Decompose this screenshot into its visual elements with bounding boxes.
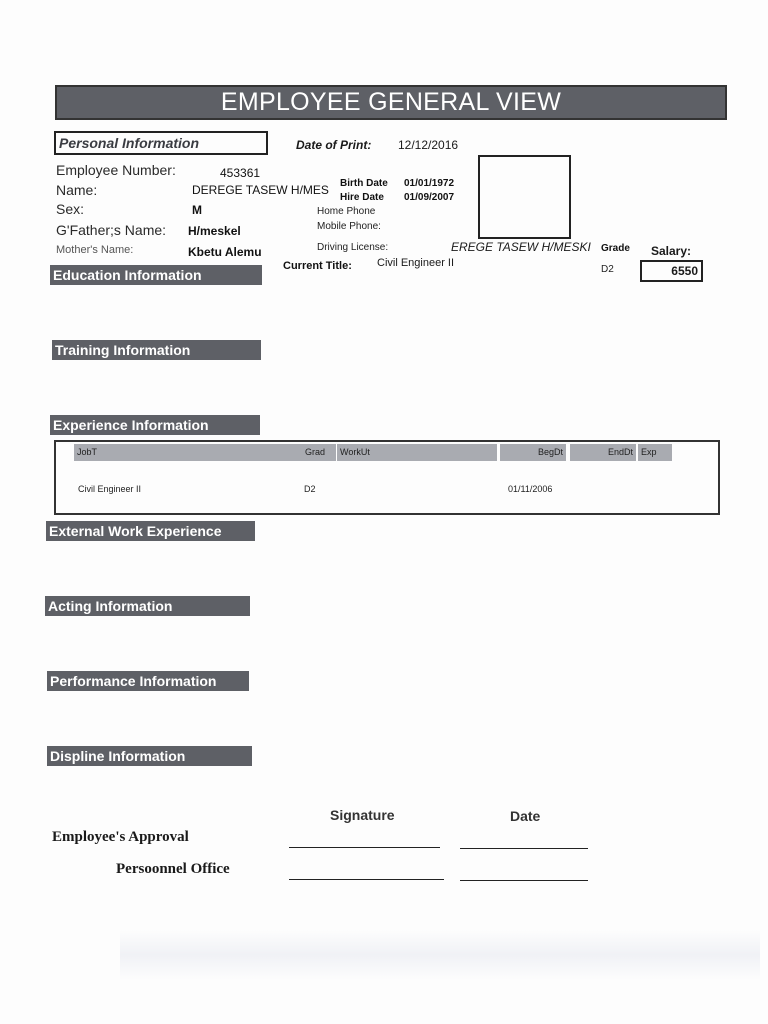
table-header-grad: Grad	[302, 444, 336, 461]
salary-value: 6550	[640, 260, 703, 282]
date-label: Date	[510, 808, 541, 824]
employee-number-label: Employee Number:	[56, 162, 176, 178]
signature-label: Signature	[330, 807, 395, 823]
employee-date-line	[460, 848, 588, 849]
mother-name-label: Mother's Name:	[56, 244, 134, 256]
photo-placeholder	[478, 155, 571, 239]
birth-date-label: Birth Date	[340, 178, 388, 189]
experience-table	[54, 440, 720, 515]
performance-information-header: Performance Information	[47, 671, 249, 691]
page-title: EMPLOYEE GENERAL VIEW	[55, 85, 727, 120]
experience-information-header: Experience Information	[50, 415, 260, 435]
table-cell-jobt: Civil Engineer II	[78, 484, 142, 494]
sex-label: Sex:	[56, 201, 85, 217]
acting-information-header: Acting Information	[45, 596, 250, 616]
birth-date-value: 01/01/1972	[404, 178, 455, 189]
personnel-signature-line	[289, 879, 444, 880]
table-header-begdt: BegDt	[500, 444, 566, 461]
grade-value: D2	[601, 264, 614, 275]
mobile-phone-label: Mobile Phone:	[317, 221, 381, 232]
name-label: Name:	[56, 182, 98, 198]
table-header-workut: WorkUt	[337, 444, 497, 461]
salary-label: Salary:	[651, 244, 692, 258]
grade-label: Grade	[601, 243, 630, 254]
sex-value: M	[192, 203, 202, 217]
date-of-print-label: Date of Print:	[296, 138, 372, 152]
table-cell-begdt: 01/11/2006	[508, 484, 553, 494]
discipline-information-header: Displine Information	[47, 746, 252, 766]
driving-license-value: EREGE TASEW H/MESKI	[451, 240, 591, 254]
gfather-name-label: G'Father;s Name:	[56, 222, 167, 238]
driving-license-label: Driving License:	[317, 242, 389, 253]
mother-name-value: Kbetu Alemu	[188, 245, 262, 259]
gfather-name-value: H/meskel	[188, 224, 241, 238]
current-title-label: Current Title:	[283, 260, 352, 272]
employee-number-value: 453361	[220, 166, 261, 180]
date-of-print-value: 12/12/2016	[398, 138, 459, 152]
name-value: DEREGE TASEW H/MES	[192, 183, 329, 197]
table-cell-grad: D2	[304, 484, 316, 494]
employee-approval-label: Employee's Approval	[52, 829, 189, 845]
hire-date-label: Hire Date	[340, 192, 384, 203]
education-information-header: Education Information	[50, 265, 262, 285]
scan-shadow	[120, 930, 760, 980]
home-phone-label: Home Phone	[317, 206, 376, 217]
table-header-jobt: JobT	[74, 444, 302, 461]
current-title-value: Civil Engineer II	[377, 257, 455, 269]
hire-date-value: 01/09/2007	[404, 192, 455, 203]
employee-signature-line	[289, 847, 440, 848]
table-header-enddt: EndDt	[570, 444, 636, 461]
training-information-header: Training Information	[52, 340, 261, 360]
table-header-exp: Exp	[638, 444, 672, 461]
personnel-office-label: Persoonnel Office	[116, 861, 230, 877]
personal-information-header: Personal Information	[54, 131, 268, 155]
external-work-experience-header: External Work Experience	[46, 521, 255, 541]
personnel-date-line	[460, 880, 588, 881]
